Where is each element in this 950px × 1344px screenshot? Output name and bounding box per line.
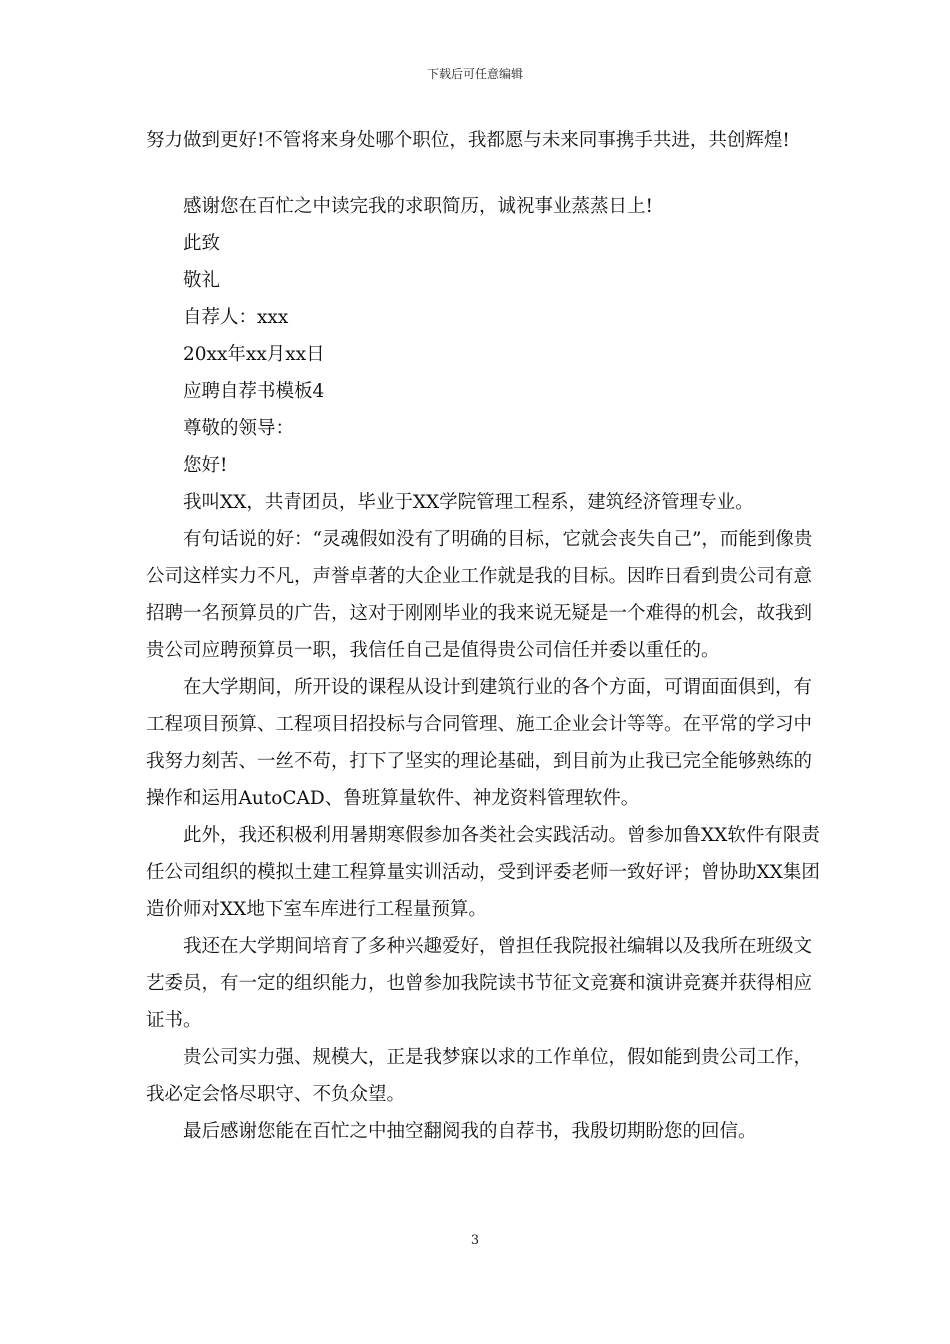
paragraph-practice: 此外，我还积极利用暑期寒假参加各类社会实践活动。曾参加鲁XX软件有限责任公司组织的模拟土建工程算量实训活动，受到评委老师一致好评；曾协助XX集团造价师对XX地下室车库进行工程量预算。 [146, 825, 820, 920]
paragraph-date: 20xx年xx月xx日 [183, 344, 325, 365]
page-number: 3 [470, 1233, 480, 1248]
paragraph-final: 最后感谢您能在百忙之中抽空翻阅我的自荐书，我殷切期盼您的回信。 [183, 1121, 757, 1142]
paragraph-hello: 您好! [183, 455, 228, 476]
paragraph-signer: 自荐人：xxx [183, 307, 289, 328]
paragraph-intro: 我叫XX，共青团员，毕业于XX学院管理工程系，建筑经济管理专业。 [183, 492, 754, 513]
page-header-note: 下载后可任意编辑 [426, 67, 523, 81]
paragraph-closing-line: 努力做到更好!不管将来身处哪个职位，我都愿与未来同事携手共进，共创辉煌! [146, 130, 790, 151]
section-title: 应聘自荐书模板4 [183, 381, 325, 402]
paragraph-salutation-2: 敬礼 [183, 270, 221, 291]
paragraph-goal: 有句话说的好：“灵魂假如没有了明确的目标，它就会丧失自己”，而能到像贵公司这样实力不凡，声誉卓著的大企业工作就是我的目标。因昨日看到贵公司有意招聘一名预算员的广告，这对于刚刚毕业的我来说无疑是一个难得的机会，故我到贵公司应聘预算员一职，我信任自己是值得贵公司信任并委以重任的。 [146, 529, 813, 661]
paragraph-company: 贵公司实力强、规模大，正是我梦寐以求的工作单位，假如能到贵公司工作，我必定会恪尽职守、不负众望。 [146, 1047, 813, 1105]
document-body [146, 122, 826, 1150]
paragraph-hobbies: 我还在大学期间培育了多种兴趣爱好，曾担任我院报社编辑以及我所在班级文艺委员，有一定的组织能力，也曾参加我院读书节征文竞赛和演讲竞赛并获得相应证书。 [146, 936, 813, 1031]
paragraph-greeting: 尊敬的领导： [183, 418, 295, 439]
paragraph-education: 在大学期间，所开设的课程从设计到建筑行业的各个方面，可谓面面俱到，有工程项目预算、工程项目招投标与合同管理、施工企业会计等等。在平常的学习中我努力刻苦、一丝不苟，打下了坚实的理论基础，到目前为止我已完全能够熟练的操作和运用AutoCAD、鲁班算量软件、神龙资料管理软件。 [146, 677, 813, 809]
paragraph-thanks: 感谢您在百忙之中读完我的求职简历，诚祝事业蒸蒸日上! [183, 196, 653, 217]
paragraph-gap [146, 159, 826, 188]
paragraph-salutation-1: 此致 [183, 233, 221, 254]
